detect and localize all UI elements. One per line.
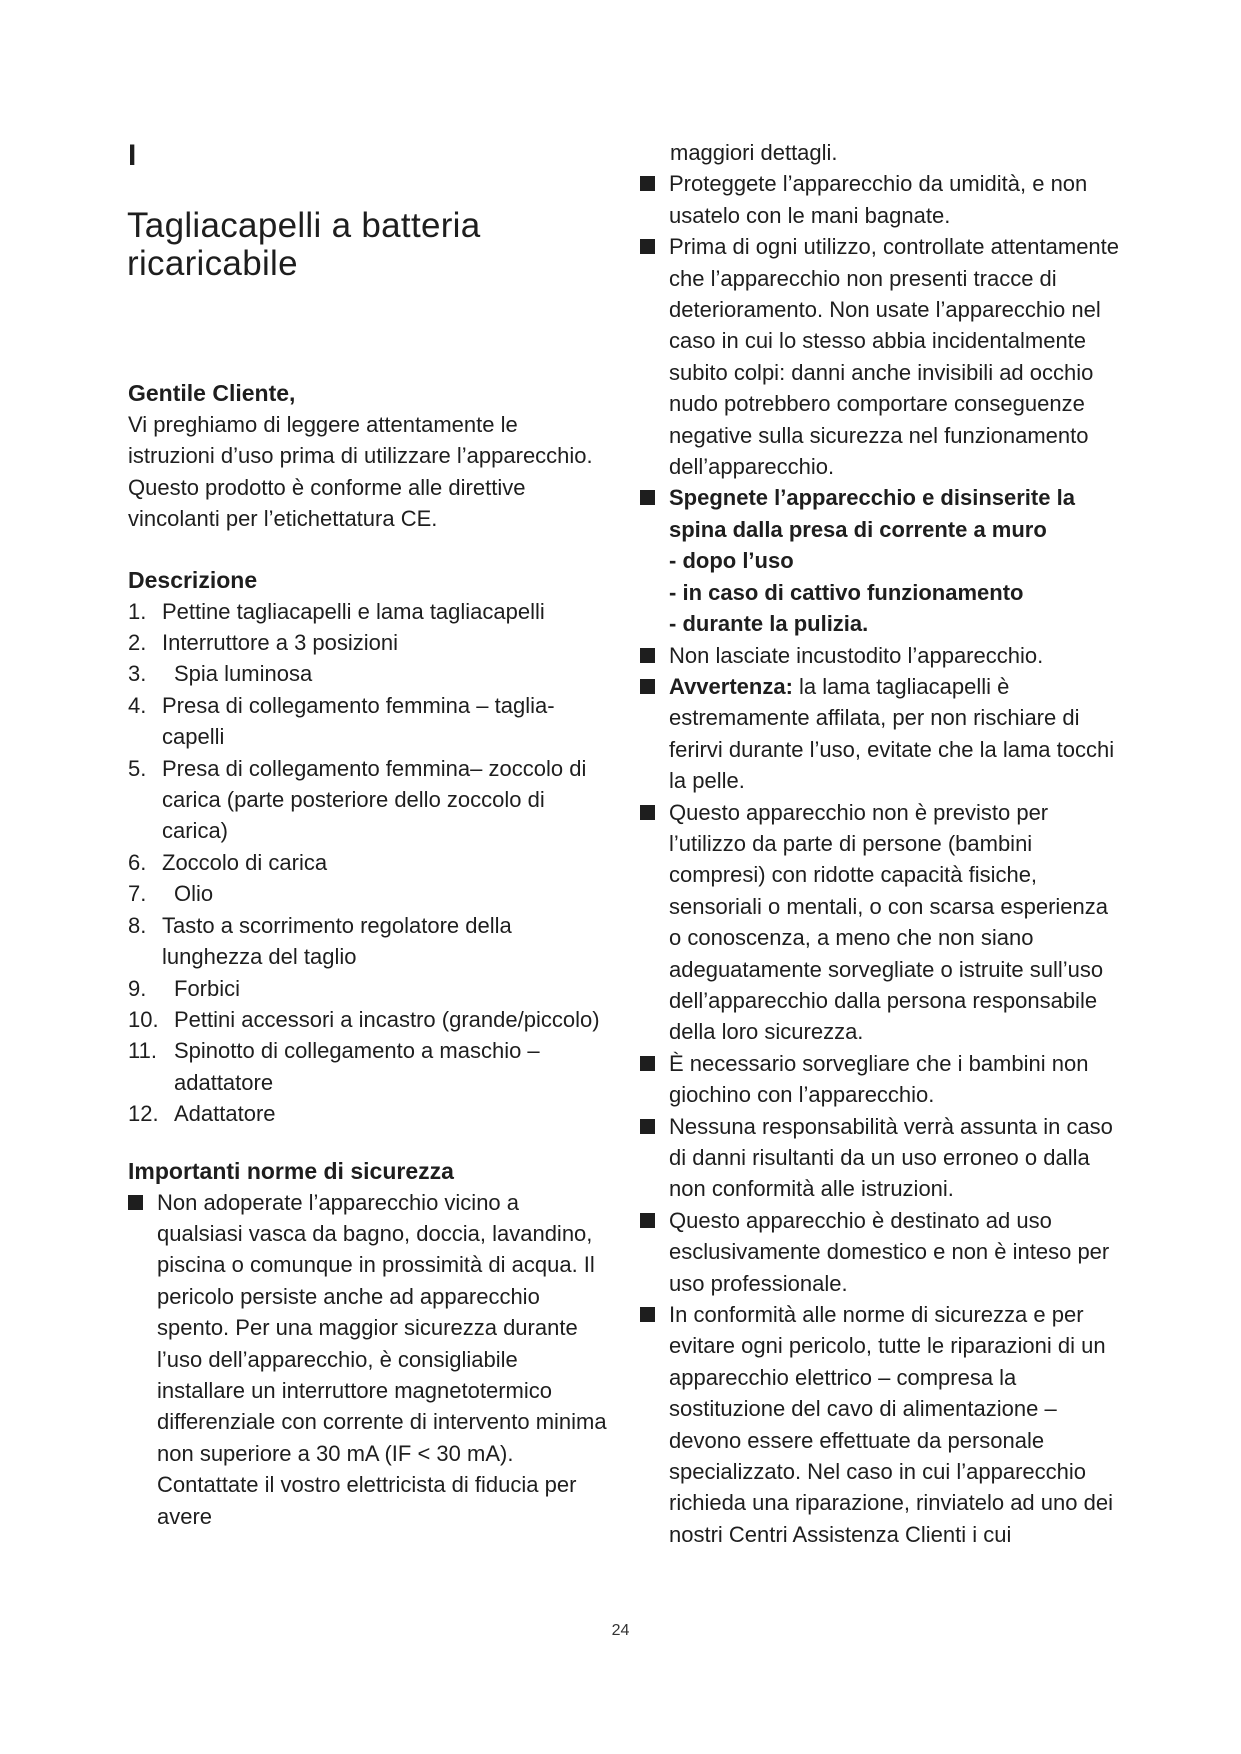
item-text: Prima di ogni utilizzo, controllate attentamente che l’apparecchio non presenti tracce di deterioramento. Non usate l’apparecchio nel caso in cui lo stesso abbia incidentalmente subito colpi: danni anche invisibili ad occhio nudo potrebbero comportare conseguenze negative sulla sicurezza nel funzionamento dell’apparecchio. xyxy=(669,234,1120,480)
list-item xyxy=(128,753,608,847)
sub-item: - dopo l’uso xyxy=(669,548,794,574)
list-item xyxy=(128,973,608,1004)
list-item xyxy=(640,1205,1120,1299)
item-number: 2. xyxy=(128,630,147,656)
list-item xyxy=(128,690,608,753)
sub-item-text: durante la pulizia. xyxy=(682,611,869,637)
list-item xyxy=(640,231,1120,482)
item-number: 3. xyxy=(128,661,147,687)
description-heading: Descrizione xyxy=(128,566,258,593)
item-text xyxy=(669,482,1120,639)
item-number: 12. xyxy=(128,1101,159,1127)
item-number: 10. xyxy=(128,1006,159,1032)
square-bullet-icon xyxy=(640,490,655,505)
item-text: In conformità alle norme di sicurezza e per evitare ogni pericolo, tutte le riparazioni di un apparecchio elettrico – compresa la sostituzione del cavo di alimentazione – devono essere effettuate da personale specializzato. Nel caso in cui l’apparecchio richieda una riparazione, rinviatelo ad uno dei nostri Centri Assistenza Clienti i cui xyxy=(669,1302,1113,1547)
title-line-2: ricaricabile xyxy=(127,244,298,283)
warning-text: la lama tagliacapelli è estremamente affilata, per non rischiare di ferirvi durante l’uso, evitate che la lama tocchi la pelle. xyxy=(669,673,1115,794)
item-text: Presa di collegamento femmina– zoccolo di carica (parte posteriore dello zoccolo di carica) xyxy=(162,755,587,844)
item-text: Questo apparecchio non è previsto per l’utilizzo da parte di persone (bambini compresi) con ridotte capacità fisiche, sensoriali o mentali, o con scarsa esperienza o conoscenza, a meno che non siano adeguatamente sorvegliate o istruite sull’uso dell’apparecchio dalla persona responsabile della loro sicurezza. xyxy=(669,799,1109,1045)
safety-list-right xyxy=(640,168,1120,1550)
sub-item-text: dopo l’uso xyxy=(682,548,794,574)
description-list xyxy=(128,596,608,1130)
item-number: 8. xyxy=(128,912,147,938)
safety-list-left xyxy=(128,1187,608,1532)
square-bullet-icon xyxy=(640,1119,655,1134)
list-item xyxy=(128,1187,608,1532)
item-text xyxy=(669,671,1120,797)
safety-heading: Importanti norme di sicurezza xyxy=(128,1157,454,1184)
sub-item-text: in caso di cattivo funzionamento xyxy=(682,579,1024,605)
square-bullet-icon xyxy=(640,679,655,694)
list-item xyxy=(640,640,1120,671)
right-column xyxy=(640,137,1120,1550)
item-text: Pettini accessori a incastro (grande/piccolo) xyxy=(174,1006,600,1032)
list-item xyxy=(128,847,608,878)
list-item xyxy=(640,1048,1120,1111)
item-number: 11. xyxy=(128,1038,157,1064)
list-item xyxy=(128,596,608,627)
square-bullet-icon xyxy=(640,176,655,191)
square-bullet-icon xyxy=(640,805,655,820)
list-item xyxy=(128,910,608,973)
square-bullet-icon xyxy=(640,1213,655,1228)
page-number: 24 xyxy=(611,1622,630,1639)
item-text: Nessuna responsabilità verrà assunta in caso di danni risultanti da un uso erroneo o dalla non conformità alle istruzioni. xyxy=(669,1113,1113,1202)
unplug-text: Spegnete l’apparecchio e disinserite la spina dalla presa di corrente a muro xyxy=(669,485,1075,542)
square-bullet-icon xyxy=(640,1056,655,1071)
item-text: Pettine tagliacapelli e lama tagliacapelli xyxy=(162,598,545,624)
list-item xyxy=(640,797,1120,1048)
item-text: Forbici xyxy=(174,975,241,1001)
square-bullet-icon xyxy=(640,239,655,254)
item-number: 1. xyxy=(128,598,147,624)
item-number: 6. xyxy=(128,849,147,875)
page-title xyxy=(127,207,597,283)
language-marker: I xyxy=(128,139,137,172)
item-number: 4. xyxy=(128,692,147,718)
item-text: Proteggete l’apparecchio da umidità, e non usatelo con le mani bagnate. xyxy=(669,171,1088,228)
item-text: Interruttore a 3 posizioni xyxy=(162,630,399,656)
list-item xyxy=(128,1098,608,1129)
greeting-heading: Gentile Cliente, xyxy=(128,380,296,406)
left-column xyxy=(128,378,608,1532)
item-text: Zoccolo di carica xyxy=(162,849,328,875)
item-text: Questo apparecchio è destinato ad uso esclusivamente domestico e non è inteso per uso professionale. xyxy=(669,1207,1110,1296)
square-bullet-icon xyxy=(128,1195,143,1210)
sub-item: - durante la pulizia. xyxy=(669,611,869,637)
list-item xyxy=(640,1111,1120,1205)
list-item xyxy=(128,1035,608,1098)
list-item xyxy=(640,482,1120,639)
list-item xyxy=(128,878,608,909)
item-text: Adattatore xyxy=(174,1101,276,1127)
item-text: Tasto a scorrimento regolatore della lunghezza del taglio xyxy=(162,912,512,970)
greeting-paragraph-2: Questo prodotto è conforme alle direttive vincolanti per l’etichettatura CE. xyxy=(128,474,526,532)
item-text: Spinotto di collegamento a maschio – adattatore xyxy=(174,1038,540,1095)
sub-item: - in caso di cattivo funzionamento xyxy=(669,579,1024,605)
continuation-text: maggiori dettagli. xyxy=(670,140,838,165)
item-number: 5. xyxy=(128,755,147,781)
item-text: Spia luminosa xyxy=(174,661,313,687)
item-text: Non lasciate incustodito l’apparecchio. xyxy=(669,642,1044,668)
item-number: 9. xyxy=(128,975,147,1001)
title-line-1: Tagliacapelli a batteria xyxy=(127,206,481,245)
list-item xyxy=(128,1004,608,1035)
item-text: È necessario sorvegliare che i bambini non giochino con l’apparecchio. xyxy=(669,1050,1089,1108)
item-text: Non adoperate l’apparecchio vicino a qualsiasi vasca da bagno, doccia, lavandino, piscina o comunque in prossimità di acqua. Il pericolo persiste anche ad apparecchio spento. Per una maggior sicurezza durante l’uso dell’apparecchio, è consigliabile installare un interruttore magnetotermico differenziale con corrente di intervento minima non superiore a 30 mA (IF < 30 mA). Contattate il vostro elettricista di fiducia per avere xyxy=(157,1189,607,1529)
list-item xyxy=(640,671,1120,797)
list-item xyxy=(640,168,1120,231)
warning-label: Avvertenza: xyxy=(669,673,793,699)
item-text: Presa di collegamento femmina – taglia-capelli xyxy=(162,692,555,750)
list-item xyxy=(128,658,608,689)
list-item xyxy=(128,627,608,658)
item-number: 7. xyxy=(128,881,147,907)
list-item xyxy=(640,1299,1120,1550)
square-bullet-icon xyxy=(640,648,655,663)
square-bullet-icon xyxy=(640,1307,655,1322)
greeting-paragraph-1: Vi preghiamo di leggere attentamente le istruzioni d’uso prima di utilizzare l’apparecchio. xyxy=(128,412,593,469)
item-text: Olio xyxy=(174,881,214,907)
